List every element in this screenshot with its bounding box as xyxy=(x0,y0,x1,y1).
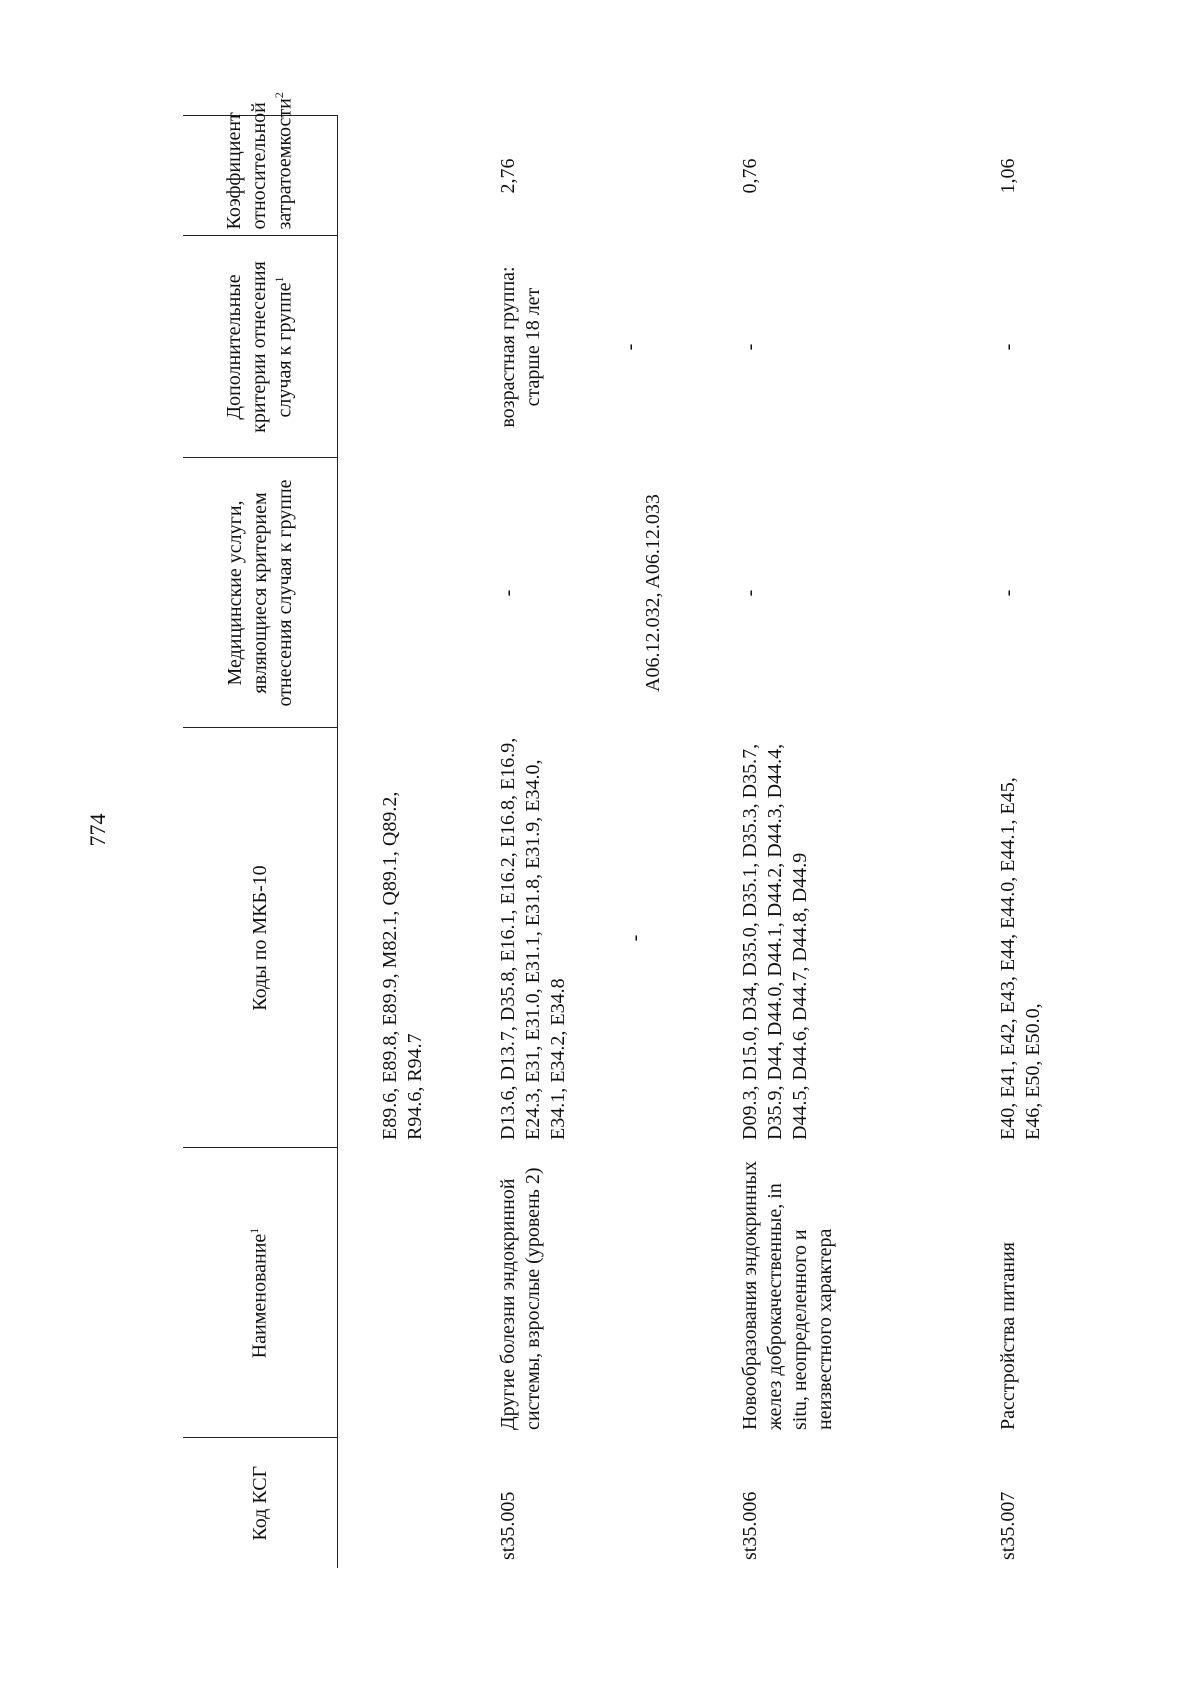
cell-coef: 0,76 xyxy=(739,158,761,194)
cell-code: st35.006 xyxy=(739,1491,761,1560)
cell-icd: D09.3, D15.0, D34, D35.0, D35.1, D35.3, D35.7, D35.9, D44, D44.0, D44.1, D44.2, D44.3, D44.4, D44.5, D44.6, D44.7, D44.8, D44.9 xyxy=(739,743,811,1140)
cell-services: - xyxy=(997,589,1019,597)
table-row xyxy=(480,116,722,1568)
cell-icd-alt-line: - xyxy=(624,934,646,942)
header-criteria: Дополнительные критерии отнесения случая к группе$^1$ xyxy=(183,236,338,458)
page-number: 774 xyxy=(85,813,110,847)
ksg-table-container xyxy=(183,92,1193,1568)
cell-name: Другие болезни эндокринной системы, взрослые (уровень 2) xyxy=(497,1167,544,1430)
cell-criteria-line: возрастная группа: старше 18 лет xyxy=(497,266,544,428)
cell-services-alt-line: A06.12.032, A06.12.033 xyxy=(642,494,664,692)
header-name: Наименование$^1$ xyxy=(183,1148,338,1438)
cell-icd: E89.6, E89.8, E89.9, M82.1, Q89.1, Q89.2, R94.6, R94.7 xyxy=(379,791,426,1140)
cell-services: - xyxy=(739,589,761,597)
header-code: Код КСГ xyxy=(183,1438,338,1568)
cell-icd xyxy=(480,728,722,1148)
cell-services xyxy=(480,458,722,728)
cell-code: st35.007 xyxy=(997,1491,1019,1560)
header-services: Медицинские услуги, являющиеся критерием отнесения случая к группе xyxy=(183,458,338,728)
cell-criteria xyxy=(480,236,722,458)
cell-criteria-alt-line: - xyxy=(619,343,641,351)
cell-criteria: - xyxy=(997,343,1019,351)
cell-name: Новообразования эндокринных желез доброкачественные, in situ, неопределенного и неизвестного характера xyxy=(739,1161,836,1430)
cell-coef: 1,06 xyxy=(997,158,1019,194)
cell-services-line: - xyxy=(497,589,519,597)
cell-criteria: - xyxy=(739,343,761,351)
cell-coef: 2,76 xyxy=(497,158,519,194)
header-icd: Коды по МКБ-10 xyxy=(183,728,338,1148)
table-row xyxy=(980,116,1132,1568)
cell-icd: E40, E41, E42, E43, E44, E44.0, E44.1, E45, E46, E50, E50.0, xyxy=(997,777,1044,1140)
cell-icd-line: D13.6, D13.7, D35.8, E16.1, E16.2, E16.8, E16.9, E24.3, E31, E31.0, E31.1, E31.8, E31.9, E34.0, E34.1, E34.2, E34.8 xyxy=(497,737,569,1140)
table-header-row xyxy=(183,116,338,1568)
table-row-continuation xyxy=(338,116,481,1568)
header-coef: Коэффициент относительной затратоемкости$^2$ xyxy=(183,116,338,236)
ksg-table xyxy=(183,92,1132,1569)
table-row xyxy=(722,116,980,1568)
cell-code: st35.005 xyxy=(497,1491,519,1560)
cell-name: Расстройства питания xyxy=(997,1242,1019,1430)
